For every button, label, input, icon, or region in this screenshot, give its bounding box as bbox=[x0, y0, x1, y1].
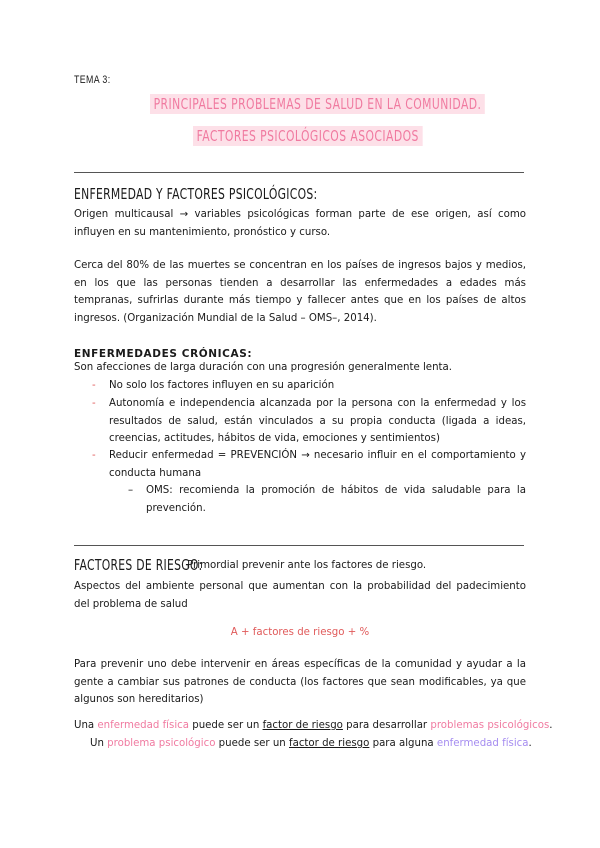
paragraph-prevenir: Para prevenir uno debe intervenir en áreas específicas de la comunidad y ayudar a la gente a cambiar sus patrones de conducta (los factores que sean modificables, ya que algunos son hereditarios) bbox=[74, 659, 526, 705]
section-heading-riesgo: FACTORES DE RIESGO: bbox=[74, 556, 203, 574]
heading-note: Primordial prevenir ante los factores de riesgo. bbox=[187, 560, 427, 571]
term-problemas-psicologicos: problemas psicológicos bbox=[430, 720, 550, 731]
page-title-line2: FACTORES PSICOLÓGICOS ASOCIADOS bbox=[193, 126, 422, 146]
sub-list-item: – OMS: recomienda la promoción de hábitos de vida saludable para la prevención. bbox=[128, 482, 526, 517]
relation-line-1: Una enfermedad física puede ser un factor de riesgo para desarrollar problemas psicológicos. bbox=[74, 720, 553, 731]
list-item: - Autonomía e independencia alcanzada por la persona con la enfermedad y los resultados de salud, están vinculados a su propia conducta (ligada a ideas, creencias, actitudes, hábitos de vida, emociones y sentimientos) bbox=[92, 395, 526, 448]
relation-line-2: Un problema psicológico puede ser un factor de riesgo para alguna enfermedad física. bbox=[90, 738, 532, 749]
term-problema-psicologico: problema psicológico bbox=[107, 738, 216, 749]
list-item: - No solo los factores influyen en su aparición bbox=[92, 377, 526, 395]
list-item: - Reducir enfermedad = PREVENCIÓN → necesario influir en el comportamiento y conducta humana bbox=[92, 447, 526, 482]
divider bbox=[74, 172, 524, 173]
paragraph-muertes: Cerca del 80% de las muertes se concentran en los países de ingresos bajos y medios, en los que las personas tienden a desarrollar las enfermedades a edades más tempranas, sufrirlas durante más tiempo y fallecer antes que en los países de altos ingresos. (Organización Mundial de la Salud – OMS–, 2014). bbox=[74, 260, 526, 324]
term-factor-de-riesgo: factor de riesgo bbox=[262, 720, 343, 731]
bullet-dash: - bbox=[92, 380, 96, 391]
page-title-line1: PRINCIPALES PROBLEMAS DE SALUD EN LA COMUNIDAD. bbox=[150, 94, 485, 114]
paragraph-origen: Origen multicausal → variables psicológicas forman parte de ese origen, así como influyen en su mantenimiento, pronóstico y curso. bbox=[74, 209, 526, 238]
bullet-dash: - bbox=[92, 398, 96, 409]
divider bbox=[74, 545, 524, 546]
heading-enfermedades-cronicas: ENFERMEDADES CRÓNICAS: bbox=[74, 348, 253, 360]
section-heading-riesgo-row bbox=[74, 555, 426, 574]
term-factor-de-riesgo: factor de riesgo bbox=[289, 738, 370, 749]
paragraph-aspectos: Aspectos del ambiente personal que aumentan con la probabilidad del padecimiento del problema de salud bbox=[74, 581, 526, 610]
term-enfermedad-fisica: enfermedad física bbox=[97, 720, 189, 731]
term-enfermedad-fisica: enfermedad física bbox=[436, 738, 529, 749]
risk-formula: A + factores de riesgo + % bbox=[230, 627, 370, 638]
topic-label: TEMA 3: bbox=[74, 74, 111, 86]
bullet-dash: - bbox=[92, 450, 96, 461]
sub-bullet-dash: – bbox=[128, 485, 134, 496]
paragraph-cronicas-intro: Son afecciones de larga duración con una progresión generalmente lenta. bbox=[74, 362, 452, 373]
section-heading-enfermedad: ENFERMEDAD Y FACTORES PSICOLÓGICOS: bbox=[74, 185, 318, 203]
